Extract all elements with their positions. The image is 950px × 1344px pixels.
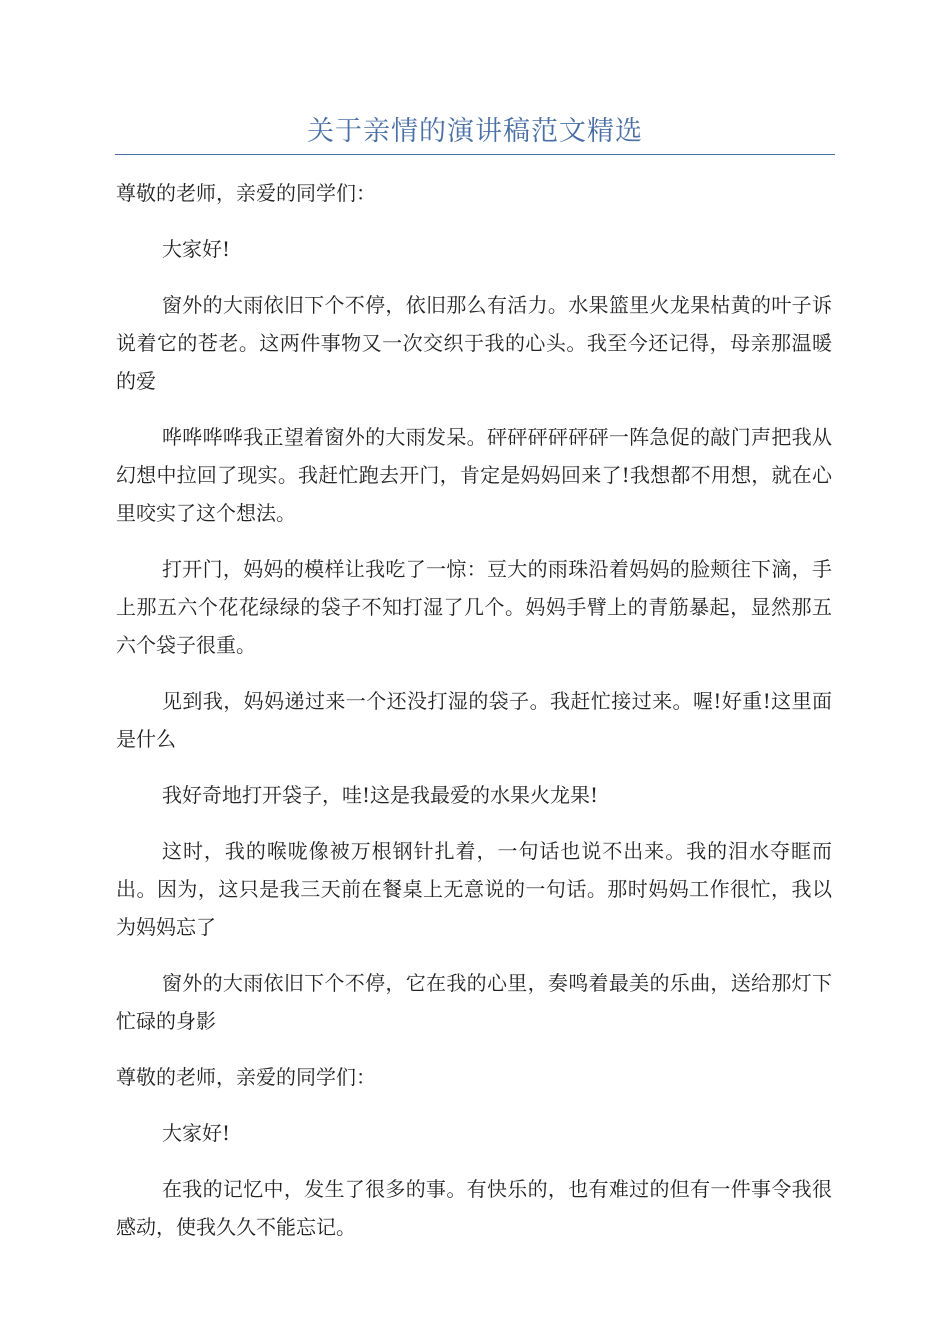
paragraph-greeting: 尊敬的老师，亲爱的同学们： [116,1065,376,1089]
paragraph: 打开门，妈妈的模样让我吃了一惊：豆大的雨珠沿着妈妈的脸颊往下滴，手上那五六个花花绿绿的袋子不知打湿了几个。妈妈手臂上的青筋暴起，显然那五六个袋子很重。 [116,557,832,657]
paragraph-hello: 大家好! [162,1121,231,1145]
paragraph: 见到我，妈妈递过来一个还没打湿的袋子。我赶忙接过来。喔!好重!这里面是什么 [116,689,832,751]
paragraph: 这时，我的喉咙像被万根钢针扎着，一句话也说不出来。我的泪水夺眶而出。因为，这只是我三天前在餐桌上无意说的一句话。那时妈妈工作很忙，我以为妈妈忘了 [116,839,832,939]
paragraph: 我好奇地打开袋子，哇!这是我最爱的水果火龙果! [162,783,599,807]
paragraph-greeting: 尊敬的老师，亲爱的同学们： [116,181,376,205]
paragraph: 哗哗哗哗我正望着窗外的大雨发呆。砰砰砰砰砰砰一阵急促的敲门声把我从幻想中拉回了现实。我赶忙跑去开门，肯定是妈妈回来了!我想都不用想，就在心里咬实了这个想法。 [116,425,832,525]
paragraph: 在我的记忆中，发生了很多的事。有快乐的，也有难过的但有一件事令我很感动，使我久久不能忘记。 [116,1177,832,1239]
paragraph-hello: 大家好! [162,237,231,261]
title-underline [115,154,835,155]
document-title: 关于亲情的演讲稿范文精选 [307,116,643,147]
document-body [116,174,832,1264]
paragraph: 窗外的大雨依旧下个不停，它在我的心里，奏鸣着最美的乐曲，送给那灯下忙碌的身影 [116,971,832,1033]
paragraph: 窗外的大雨依旧下个不停，依旧那么有活力。水果篮里火龙果枯黄的叶子诉说着它的苍老。这两件事物又一次交织于我的心头。我至今还记得，母亲那温暖的爱 [116,293,832,393]
